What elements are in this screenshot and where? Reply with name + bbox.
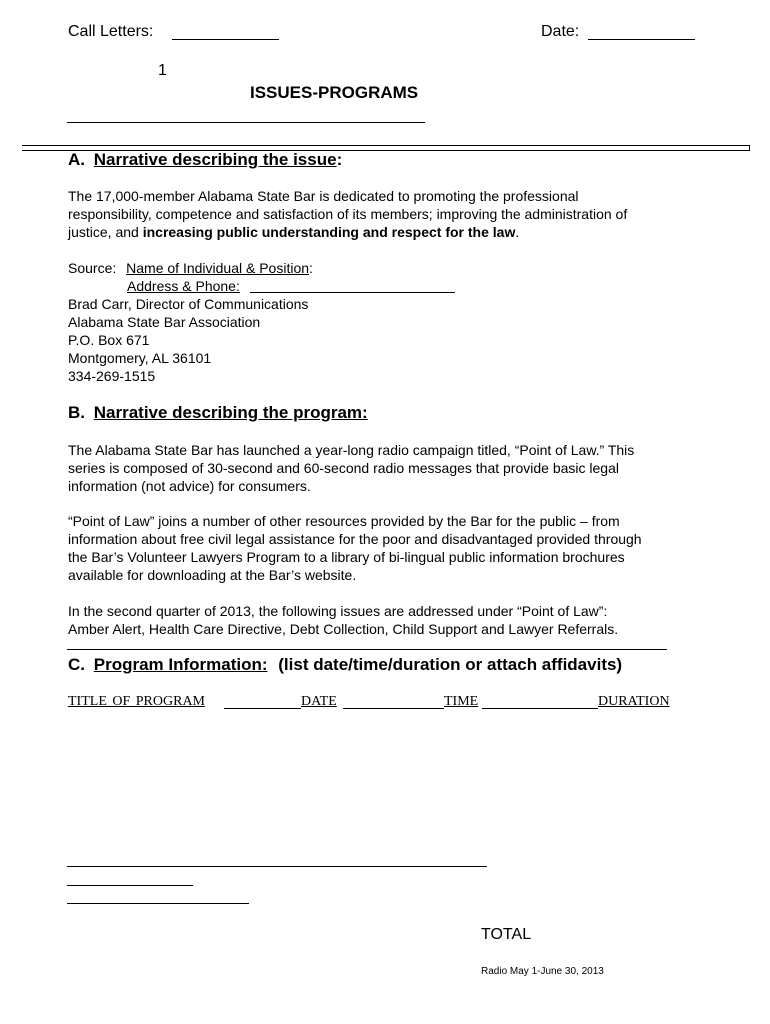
call-letters-blank[interactable]: [172, 39, 279, 40]
contact-org: Alabama State Bar Association: [68, 314, 261, 330]
column-rule: [482, 708, 598, 709]
section-c-title: Program Information:: [93, 655, 268, 674]
date-blank[interactable]: [588, 39, 695, 40]
para-line: [68, 223, 627, 241]
source-name-colon: :: [309, 260, 313, 276]
column-rule: [224, 708, 301, 709]
title-underline: [67, 122, 425, 123]
section-b-paragraph-1: [68, 441, 634, 495]
para-line: information (not advice) for consumers.: [68, 478, 311, 494]
contact-name: Brad Carr, Director of Communications: [68, 296, 309, 312]
column-header-time: TIME: [444, 694, 479, 709]
blank-line[interactable]: [67, 885, 193, 886]
section-c-letter: C.: [68, 655, 85, 674]
source-address-label: Address & Phone:: [127, 278, 240, 294]
date-label: Date:: [541, 23, 580, 40]
section-c-heading: [68, 655, 622, 675]
section-a-heading: [68, 150, 342, 170]
para-text: justice, and: [68, 224, 143, 240]
para-line: series is composed of 30-second and 60-second radio messages that provide basic legal: [68, 460, 619, 476]
page-title: ISSUES-PROGRAMS: [250, 83, 419, 102]
para-line: The Alabama State Bar has launched a year-long radio campaign titled, “Point of Law.” This: [68, 442, 635, 458]
para-line: The 17,000-member Alabama State Bar is dedicated to promoting the professional: [68, 188, 579, 204]
section-a-colon: :: [336, 150, 343, 169]
section-b-letter: B.: [68, 403, 85, 422]
section-a-paragraph: [68, 187, 627, 241]
para-line: information about free civil legal assistance for the poor and disadvantaged provided through: [68, 531, 642, 547]
source-name-label: Name of Individual & Position: [126, 260, 310, 276]
footer-note: Radio May 1-June 30, 2013: [481, 966, 604, 977]
section-b-heading: [68, 403, 368, 423]
source-line: [68, 259, 313, 277]
page-number: 1: [158, 62, 167, 79]
para-line: In the second quarter of 2013, the following issues are addressed under “Point of Law”:: [68, 603, 608, 619]
source-label: Source:: [68, 260, 117, 276]
column-header-title: TITLE OF PROGRAM: [68, 694, 206, 709]
section-b-paragraph-2: [68, 512, 642, 584]
total-label: TOTAL: [481, 926, 532, 943]
column-header-duration: DURATION: [598, 694, 670, 709]
para-emphasis: increasing public understanding and respect for the law: [142, 224, 516, 240]
section-b-paragraph-3: [68, 602, 618, 638]
para-text: .: [515, 224, 520, 240]
section-a-letter: A.: [68, 150, 85, 169]
call-letters-label: Call Letters:: [68, 23, 154, 40]
column-header-date: DATE: [301, 694, 337, 709]
source-address-line: [250, 292, 455, 293]
blank-line[interactable]: [67, 866, 487, 867]
blank-line[interactable]: [67, 903, 249, 904]
para-line: Amber Alert, Health Care Directive, Debt Collection, Child Support and Lawyer Referrals.: [68, 621, 619, 637]
para-line: the Bar’s Volunteer Lawyers Program to a library of bi-lingual public information brochures: [68, 549, 625, 565]
section-c-subtitle: (list date/time/duration or attach affidavits): [278, 655, 623, 674]
contact-pobox: P.O. Box 671: [68, 332, 150, 348]
column-rule: [343, 708, 444, 709]
para-line: available for downloading at the Bar’s website.: [68, 567, 357, 583]
para-line: “Point of Law” joins a number of other resources provided by the Bar for the public – from: [68, 513, 620, 529]
contact-city: Montgomery, AL 36101: [68, 350, 212, 366]
contact-block: [68, 295, 308, 385]
section-a-title: Narrative describing the issue: [93, 150, 337, 169]
section-b-title: Narrative describing the program:: [93, 403, 368, 422]
para-line: responsibility, competence and satisfaction of its members; improving the administration of: [68, 206, 628, 222]
contact-phone: 334-269-1515: [68, 368, 156, 384]
section-c-rule: [67, 649, 667, 650]
